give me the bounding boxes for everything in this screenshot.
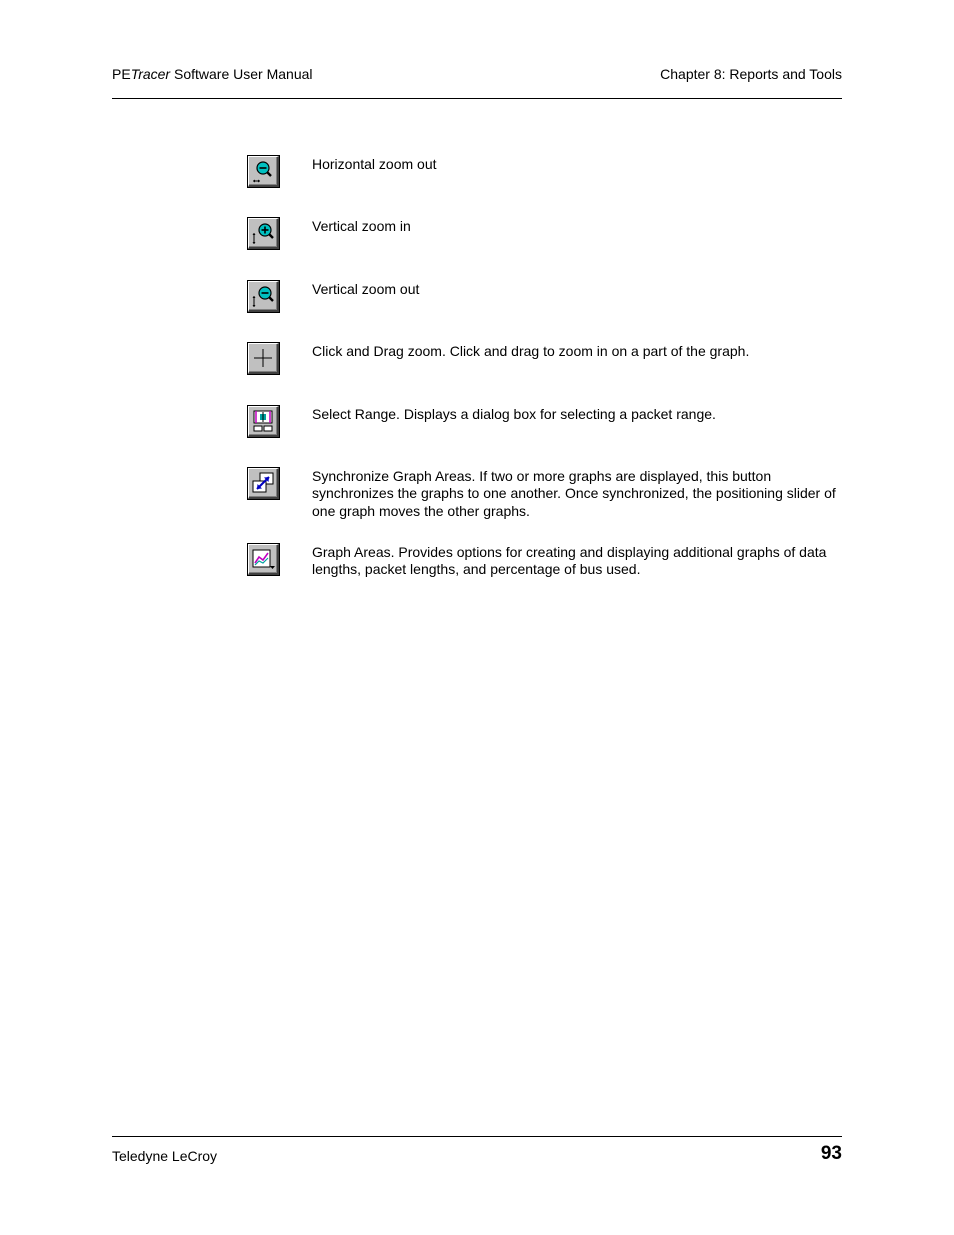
title-italic: Tracer	[130, 66, 171, 82]
vertical-zoom-in-icon	[248, 218, 279, 249]
entry-description: Select Range. Displays a dialog box for selecting a packet range.	[312, 406, 716, 422]
entry-description: Vertical zoom out	[312, 281, 420, 297]
running-header-title	[112, 66, 313, 82]
vertical-zoom-out-icon	[248, 281, 279, 312]
header-rule	[112, 98, 842, 99]
synchronize-graphs-icon	[248, 468, 279, 499]
entry-description: Graph Areas. Provides options for creating and displaying additional graphs of data lengths, packet lengths, and percentage of bus used.	[312, 544, 827, 578]
crosshair-icon	[248, 343, 279, 374]
footer-rule	[112, 1136, 842, 1137]
title-suffix: Software User Manual	[170, 66, 313, 82]
running-header-chapter: Chapter 8: Reports and Tools	[660, 66, 842, 82]
footer-company: Teledyne LeCroy	[112, 1148, 218, 1164]
title-prefix: PE	[112, 66, 131, 82]
entry-description: Click and Drag zoom. Click and drag to zoom in on a part of the graph.	[312, 343, 750, 359]
graph-areas-icon	[248, 544, 279, 575]
horizontal-zoom-out-icon	[248, 156, 279, 187]
page-number: 93	[820, 1143, 842, 1164]
entry-description: Vertical zoom in	[312, 218, 411, 234]
select-range-icon	[248, 406, 279, 437]
entry-description: Synchronize Graph Areas. If two or more graphs are displayed, this button synchronizes the graphs to one another. Once synchronized, the positioning slider of one graph moves the other graphs.	[312, 468, 836, 519]
entry-description: Horizontal zoom out	[312, 156, 437, 172]
